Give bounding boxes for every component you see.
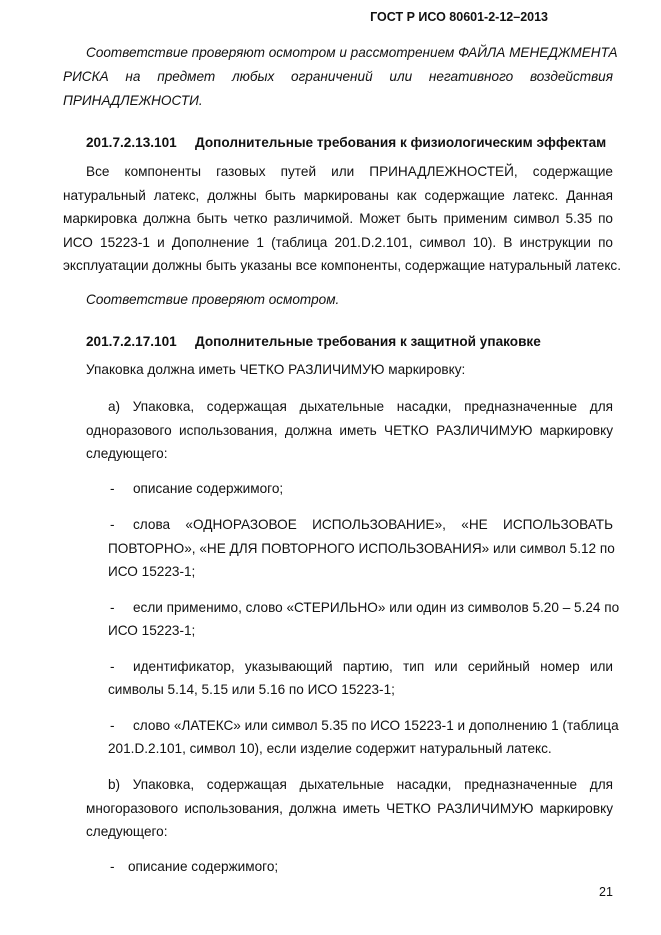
bullet-a4-line-1: идентификатор, указывающий партию, тип или серийный номер или	[133, 659, 613, 674]
section-2-intro: Упаковка должна иметь ЧЕТКО РАЗЛИЧИМУЮ маркировку:	[86, 362, 466, 377]
item-a-line-2: одноразового использования, должна иметь ЧЕТКО РАЗЛИЧИМУЮ маркировку	[86, 423, 613, 438]
bullet-dash: -	[110, 600, 115, 615]
bullet-dash: -	[110, 859, 115, 874]
bullet-a2-line-1: слова «ОДНОРАЗОВОЕ ИСПОЛЬЗОВАНИЕ», «НЕ ИСПОЛЬЗОВАТЬ	[133, 517, 613, 532]
bullet-dash: -	[110, 718, 115, 733]
item-a-line-1: а) Упаковка, содержащая дыхательные насадки, предназначенные для	[108, 399, 613, 414]
section-2-title: Дополнительные требования к защитной упаковке	[195, 334, 541, 349]
intro-line-3: ПРИНАДЛЕЖНОСТИ.	[63, 93, 203, 108]
section-1-line-3: маркировка должна быть четко различимой. Может быть применим символ 5.35 по	[63, 211, 613, 226]
bullet-a3-line-1: если применимо, слово «СТЕРИЛЬНО» или один из символов 5.20 – 5.24 по	[133, 600, 620, 615]
item-b-line-1: b) Упаковка, содержащая дыхательные насадки, предназначенные для	[108, 777, 613, 792]
bullet-a1-line-1: описание содержимого;	[133, 481, 284, 496]
intro-line-1: Соответствие проверяют осмотром и рассмотрением ФАЙЛА МЕНЕДЖМЕНТА	[86, 45, 618, 60]
section-1-line-2: натуральный латекс, должны быть маркированы как содержащие латекс. Данная	[63, 188, 613, 203]
standard-header: ГОСТ Р ИСО 80601-2-12–2013	[370, 10, 548, 24]
bullet-a3-line-2: ИСО 15223-1;	[108, 623, 196, 638]
page-number: 21	[599, 885, 613, 899]
intro-line-2: РИСКА на предмет любых ограничений или негативного воздействия	[63, 69, 613, 84]
bullet-a4-line-2: символы 5.14, 5.15 или 5.16 по ИСО 15223-1;	[108, 682, 395, 697]
item-b-line-2: многоразового использования, должна иметь ЧЕТКО РАЗЛИЧИМУЮ маркировку	[86, 801, 613, 816]
bullet-dash: -	[110, 481, 115, 496]
item-a-line-3: следующего:	[86, 446, 168, 461]
bullet-a2-line-3: ИСО 15223-1;	[108, 564, 196, 579]
section-1-line-4: ИСО 15223-1 и Дополнение 1 (таблица 201.D.2.101, символ 10). В инструкции по	[63, 235, 613, 250]
bullet-a5-line-1: слово «ЛАТЕКС» или символ 5.35 по ИСО 15223-1 и дополнению 1 (таблица	[133, 718, 619, 733]
bullet-a5-line-2: 201.D.2.101, символ 10), если изделие содержит натуральный латекс.	[108, 741, 552, 756]
bullet-b1-line-1: описание содержимого;	[128, 859, 279, 874]
section-1-title: Дополнительные требования к физиологическим эффектам	[195, 135, 607, 150]
item-b-line-3: следующего:	[86, 824, 168, 839]
bullet-a2-line-2: ПОВТОРНО», «НЕ ДЛЯ ПОВТОРНОГО ИСПОЛЬЗОВАНИЯ» или символ 5.12 по	[108, 541, 615, 556]
section-1-number: 201.7.2.13.101	[86, 135, 177, 150]
section-2-number: 201.7.2.17.101	[86, 334, 177, 349]
bullet-dash: -	[110, 517, 115, 532]
bullet-dash: -	[110, 659, 115, 674]
section-1-line-1: Все компоненты газовых путей или ПРИНАДЛЕЖНОСТЕЙ, содержащие	[86, 164, 613, 179]
section-1-compliance: Соответствие проверяют осмотром.	[86, 292, 340, 307]
section-1-line-5: эксплуатации должны быть указаны все компоненты, содержащие натуральный латекс.	[63, 258, 621, 273]
